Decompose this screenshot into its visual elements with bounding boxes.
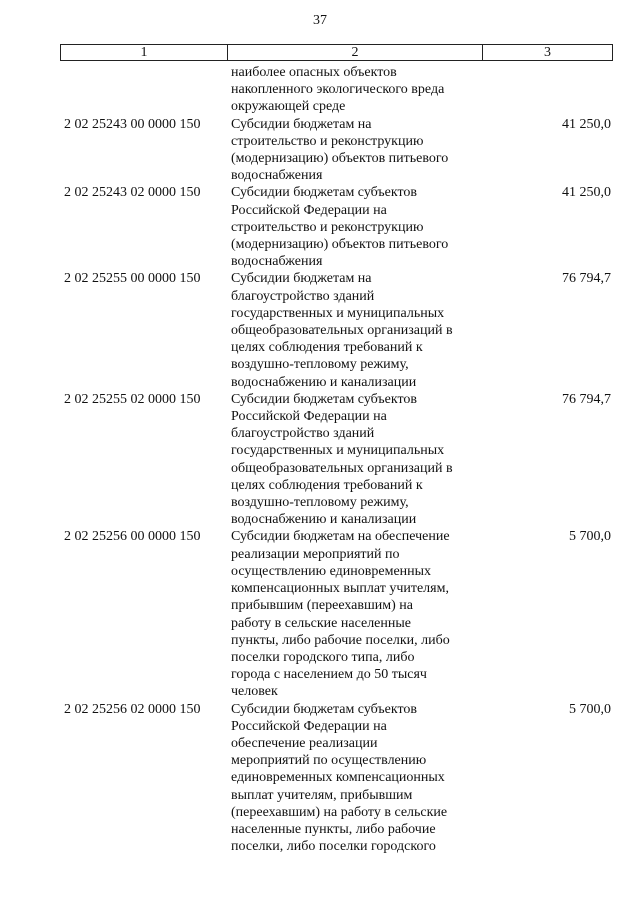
budget-code: 2 02 25255 02 0000 150 — [64, 391, 201, 407]
table-row — [0, 701, 640, 856]
table-row — [0, 270, 640, 390]
row-amount: 5 700,0 — [569, 701, 611, 717]
row-amount: 76 794,7 — [562, 391, 611, 407]
table-row — [0, 184, 640, 270]
table-body — [0, 64, 640, 855]
row-amount: 76 794,7 — [562, 271, 611, 287]
table-row — [0, 391, 640, 529]
row-amount: 5 700,0 — [569, 529, 611, 545]
row-description: Субсидии бюджетам на обеспечение реализации мероприятий по осуществлению единовременных компенсационных выплат учителям, прибывшим (переехавшим) на работу в сельские населенные пункты, либо рабочие поселки, либо поселки городского типа, либо города с населением до 50 тысяч человек — [231, 529, 450, 700]
row-amount: 41 250,0 — [562, 116, 611, 132]
row-description: Субсидии бюджетам субъектов Российской Федерации на строительство и реконструкцию (модернизацию) объектов питьевого водоснабжения — [231, 185, 449, 270]
header-col-1: 1 — [61, 45, 228, 60]
table-row — [0, 528, 640, 700]
budget-code: 2 02 25256 00 0000 150 — [64, 529, 201, 545]
row-description: Субсидии бюджетам на строительство и реконструкцию (модернизацию) объектов питьевого водоснабжения — [231, 116, 449, 184]
header-col-2: 2 — [228, 45, 483, 60]
table-header — [60, 44, 613, 61]
row-description: Субсидии бюджетам субъектов Российской Федерации на обеспечение реализации мероприятий по осуществлению единовременных компенсационных выплат учителям, прибывшим (переехавшим) на работу в сельские населенные пункты, либо рабочие поселки, либо поселки городского — [231, 701, 448, 855]
row-amount: 41 250,0 — [562, 185, 611, 201]
table-row — [0, 64, 640, 116]
budget-code: 2 02 25243 00 0000 150 — [64, 116, 201, 132]
row-description: наиболее опасных объектов накопленного экологического вреда окружающей среде — [231, 65, 445, 115]
budget-code: 2 02 25243 02 0000 150 — [64, 185, 201, 201]
budget-code: 2 02 25255 00 0000 150 — [64, 271, 201, 287]
budget-code: 2 02 25256 02 0000 150 — [64, 701, 201, 717]
row-description: Субсидии бюджетам субъектов Российской Федерации на благоустройство зданий государственных и муниципальных общеобразовательных организаций в целях соблюдения требований к воздушно-тепловому режиму, водоснабжению и канализации — [231, 391, 453, 528]
page-number: 37 — [313, 13, 327, 28]
table-row — [0, 116, 640, 185]
row-description: Субсидии бюджетам на благоустройство зданий государственных и муниципальных общеобразовательных организаций в целях соблюдения требований к воздушно-тепловому режиму, водоснабжению и канализации — [231, 271, 453, 390]
header-col-3: 3 — [544, 45, 551, 60]
